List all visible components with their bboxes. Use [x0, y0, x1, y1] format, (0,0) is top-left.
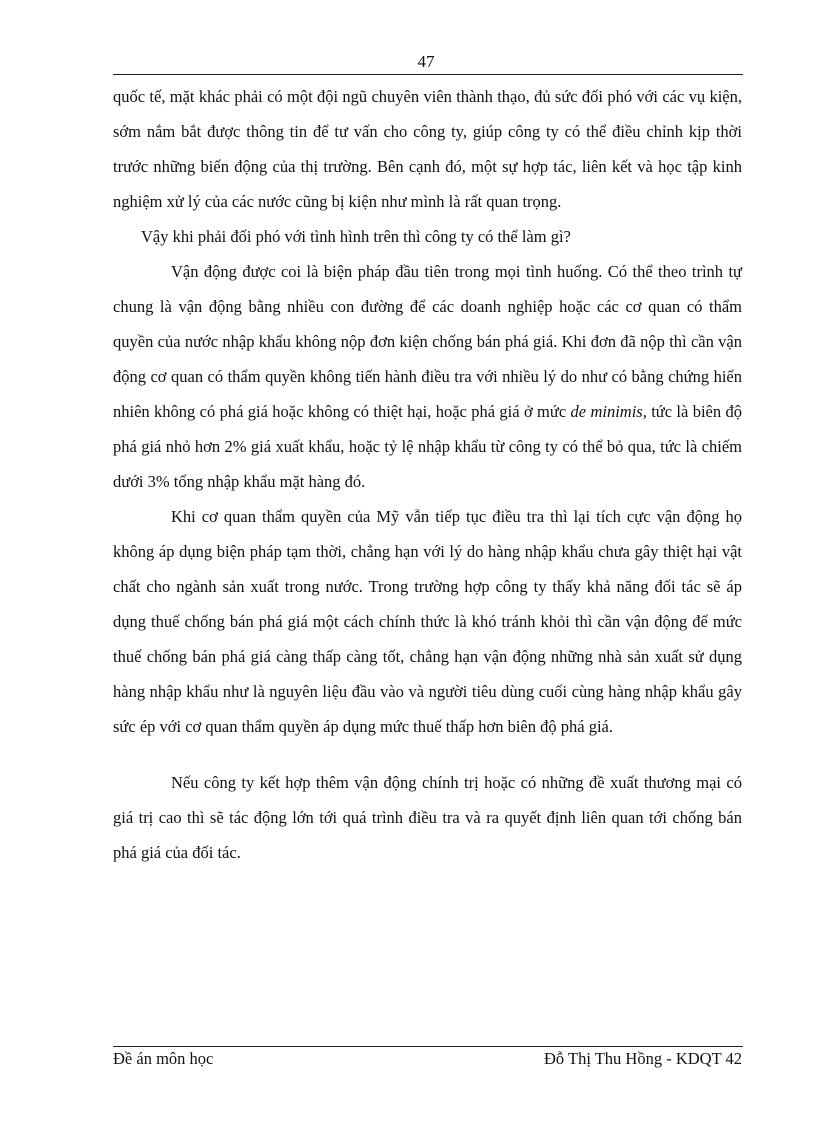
footer-author: Đỗ Thị Thu Hồng - KDQT 42: [544, 1049, 742, 1068]
paragraph-3-text-a: Vận động được coi là biện pháp đầu tiên trong mọi tình huống. Có thể theo trình tự chung là vận động bằng nhiều con đường để các doanh nghiệp hoặc các cơ quan có thẩm quyền của nước nhập khẩu không nộp đơn kiện chống bán phá giá. Khi đơn đã nộp thì cần vận động cơ quan có thẩm quyền không tiến hành điều tra với nhiều lý do như có bằng chứng hiển nhiên không có phá giá hoặc không có thiệt hại, hoặc phá giá ở mức: [113, 262, 742, 421]
page-number: 47: [417, 52, 435, 71]
footer-course-title: Đề án môn học: [113, 1049, 214, 1068]
paragraph-3-text-b: tức là biên độ phá giá nhỏ hơn 2% giá xuất khẩu, hoặc tỷ lệ nhập khẩu từ công ty có thể bỏ qua, tức là chiếm dưới 3% tổng nhập khẩu mặt hàng đó.: [113, 402, 742, 491]
footer-rule: [113, 1046, 743, 1047]
document-body: [113, 79, 742, 870]
paragraph-1: quốc tế, mặt khác phải có một đội ngũ chuyên viên thành thạo, đủ sức đối phó với các vụ kiện, sớm nắm bắt được thông tin để tư vấn cho công ty, giúp công ty có thể điều chỉnh kịp thời trước những biến động của thị trường. Bên cạnh đó, một sự hợp tác, liên kết và học tập kinh nghiệm xử lý của các nước cũng bị kiện như mình là rất quan trọng.: [113, 87, 742, 211]
paragraph-3: [113, 254, 742, 499]
header-rule: [113, 74, 743, 75]
paragraph-3-latin-term: de minimis,: [570, 402, 647, 421]
paragraph-4: Khi cơ quan thẩm quyền của Mỹ vẫn tiếp tục điều tra thì lại tích cực vận động họ không áp dụng biện pháp tạm thời, chẳng hạn với lý do hàng nhập khẩu chưa gây thiệt hại vật chất cho ngành sản xuất trong nước. Trong trường hợp công ty thấy khả năng đối tác sẽ áp dụng thuế chống bán phá giá một cách chính thức là khó tránh khỏi thì cần vận động để mức thuế chống bán phá giá càng thấp càng tốt, chẳng hạn vận động những nhà sản xuất sử dụng hàng nhập khẩu như là nguyên liệu đầu vào và người tiêu dùng cuối cùng hàng nhập khẩu gây sức ép với cơ quan thẩm quyền áp dụng mức thuế thấp hơn biên độ phá giá.: [113, 507, 742, 736]
paragraph-2: Vậy khi phải đối phó với tình hình trên thì công ty có thể làm gì?: [141, 227, 571, 246]
paragraph-5: Nếu công ty kết hợp thêm vận động chính trị hoặc có những đề xuất thương mại có giá trị cao thì sẽ tác động lớn tới quá trình điều tra và ra quyết định liên quan tới chống bán phá giá của đối tác.: [113, 773, 742, 862]
